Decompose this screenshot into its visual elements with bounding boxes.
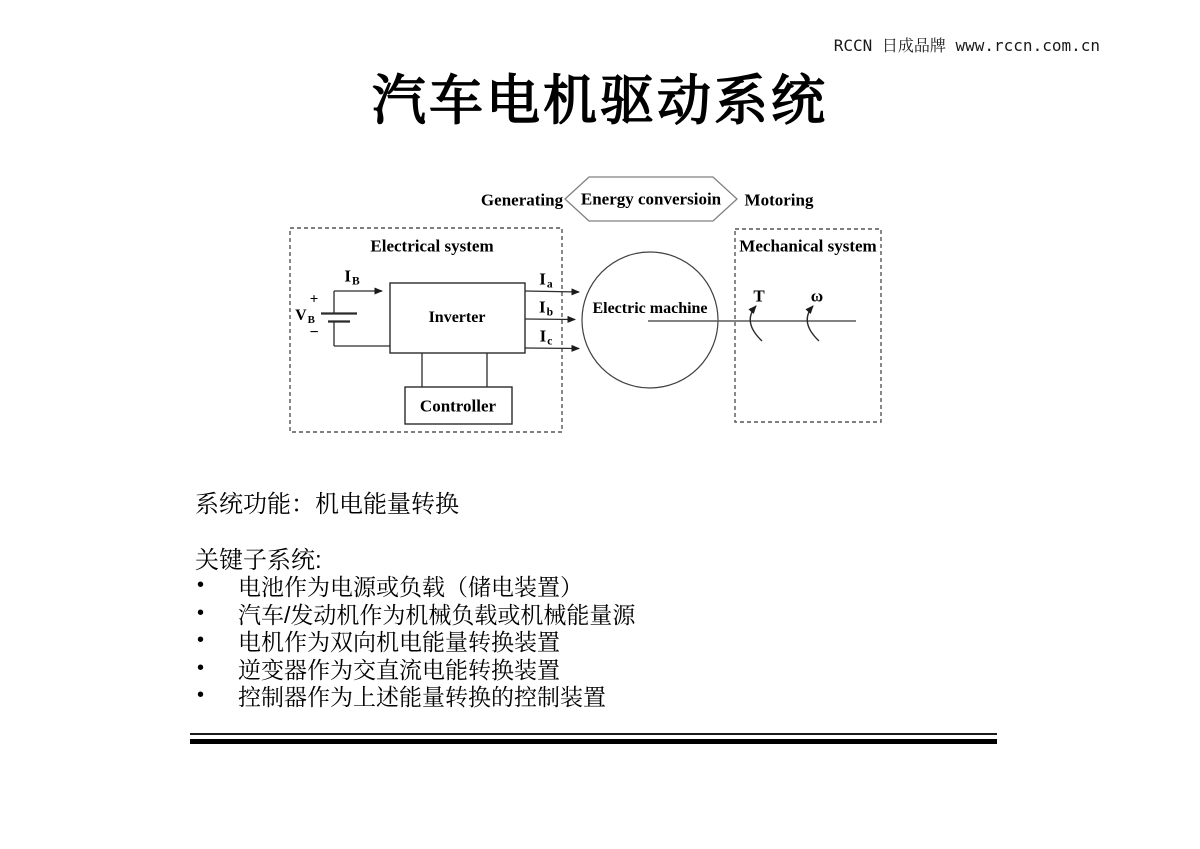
list-item [197, 600, 635, 628]
generating-label: Generating [480, 190, 564, 210]
mechanical-system-title: Mechanical system [739, 236, 877, 256]
battery-minus-sign: − [309, 324, 319, 341]
list-item [197, 572, 635, 600]
phase-c-label: $I_c$ [539, 326, 553, 348]
torque-label: T [753, 286, 765, 306]
subsystem-bullet-list [197, 572, 635, 710]
inverter-label: Inverter [428, 309, 486, 326]
list-item [197, 627, 635, 655]
electrical-system-title: Electrical system [370, 236, 494, 256]
speed-arrow [807, 306, 819, 341]
phase-c-wire [525, 348, 579, 349]
watermark: RCCN 日成品牌 www.rccn.com.cn [833, 36, 1100, 55]
phase-a-wire [525, 291, 579, 292]
list-item-text: 电机作为双向机电能量转换装置 [238, 629, 560, 656]
controller-label: Controller [419, 396, 497, 416]
battery-plus-sign: + [309, 291, 319, 308]
dc-current-label: $I_B$ [344, 266, 360, 288]
list-item-text: 电池作为电源或负载（储电装置） [238, 574, 583, 601]
phase-b-label: $I_b$ [538, 297, 554, 319]
bullet-icon: • [197, 656, 205, 679]
battery-voltage-label: $V_B$ [295, 307, 315, 326]
list-item-text: 控制器作为上述能量转换的控制装置 [238, 684, 606, 711]
subsystems-heading: 关键子系统: [195, 547, 322, 574]
page-title: 汽车电机驱动系统 [372, 71, 828, 131]
list-item [197, 655, 635, 683]
bullet-icon: • [197, 684, 205, 707]
system-function-line: 系统功能：机电能量转换 [195, 491, 459, 518]
footer-rule-thick [190, 739, 997, 744]
speed-label: ω [810, 286, 824, 306]
electric-machine-circle [582, 252, 718, 388]
list-item [197, 682, 635, 710]
bullet-icon: • [197, 601, 205, 624]
motoring-label: Motoring [744, 190, 814, 210]
phase-a-label: $I_a$ [539, 269, 553, 291]
energy-conversion-label: Energy conversioin [580, 189, 722, 209]
list-item-text: 逆变器作为交直流电能转换装置 [238, 656, 560, 683]
list-item-text: 汽车/发动机作为机械负载或机械能量源 [238, 601, 636, 628]
bullet-icon: • [197, 574, 205, 597]
bullet-icon: • [197, 629, 205, 652]
phase-b-wire [525, 319, 575, 320]
footer-rule-thin [190, 733, 997, 735]
torque-arrow [750, 306, 762, 341]
electric-machine-label: Electric machine [592, 300, 708, 317]
